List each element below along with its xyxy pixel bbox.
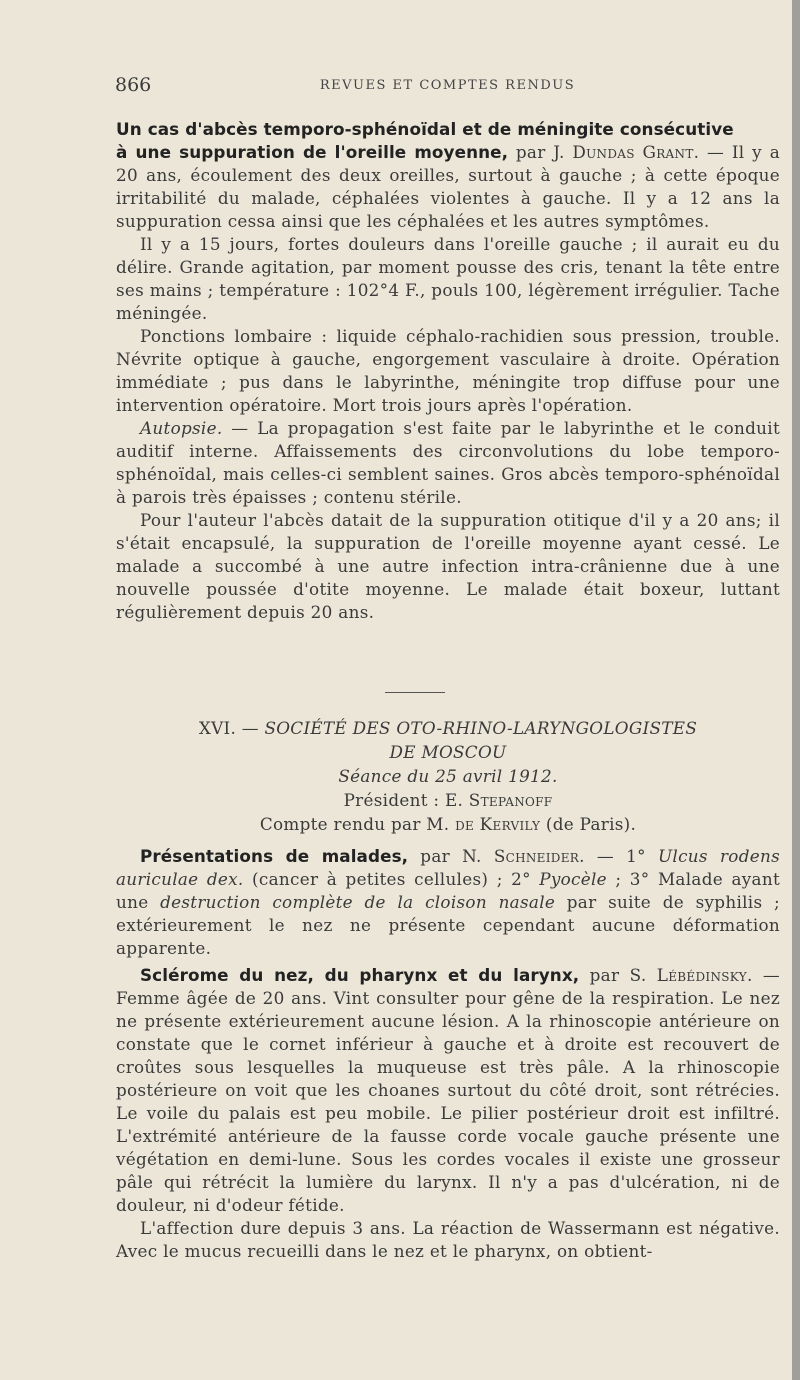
article1-paragraph-5: Pour l'auteur l'abcès datait de la suppuration otitique d'il y a 20 ans; il s'était encapsulé, la suppuration de l'oreille moyenne ayant cessé. Le malade a succombé à une autre infection intra-crânienne due à une nouvelle poussée d'otite moyenne. Le malade était boxeur, luttant régulièrement depuis 20 ans. <box>116 510 780 622</box>
page-number: 866 <box>115 74 152 96</box>
article1-paragraph-3: Ponctions lombaire : liquide céphalo-rachidien sous pression, trouble. Névrite optique à gauche, engorgement vasculaire à droite. Opération immédiate ; pus dans le labyrinthe, méningite trop diffuse pour une intervention opératoire. Mort trois jours après l'opération. <box>116 326 780 415</box>
president-line: Président : E. Stepanoff <box>343 790 553 810</box>
article1-paragraph-2: Il y a 15 jours, fortes douleurs dans l'oreille gauche ; il aurait eu du délire. Grande agitation, par moment pousse des cris, tenant la tête entre ses mains ; température : 102°4 F., pouls 100, légèrement irrégulier. Tache méningée. <box>116 234 780 323</box>
running-head: REVUES ET COMPTES RENDUS <box>319 78 576 93</box>
article2-paragraph: Présentations de malades, par N. Schneider. — 1° Ulcus rodens auriculae dex. (cancer à petites cellules) ; 2° Pyocèle ; 3° Malade ayant une destruction complète de la cloison nasale par suite de syphilis ; extérieurement le nez ne présente cependant aucune déformation apparente. <box>116 846 781 958</box>
article1-paragraph-1: à une suppuration de l'oreille moyenne, par J. Dundas Grant. — Il y a 20 ans, écoulement des deux oreilles, surtout à gauche ; à cette époque irritabilité du malade, céphalées violentes à gauche. Il y a 12 ans la suppuration cessa ainsi que les céphalées et les autres symptômes. <box>116 142 781 231</box>
article-temporo-sphenoidal-abscess <box>116 118 780 624</box>
article3-paragraph-1: Sclérome du nez, du pharynx et du larynx, par S. Lébédinsky. — Femme âgée de 20 ans. Vint consulter pour gêne de la respiration. Le nez ne présente extérieurement aucune lésion. A la rhinoscopie antérieure on constate que le cornet inférieur à gauche et à droite est recouvert de croûtes sous lesquelles la muqueuse est très pâle. A la rhinoscopie postérieure on voit que les choanes surtout du côté droit, sont rétrécies. Le voile du palais est peu mobile. Le pilier postérieur droit est infiltré. L'extrémité antérieure de la fausse corde vocale gauche présente une végétation en demi-lune. Sous les cordes vocales il existe une grosseur pâle qui rétrécit la lumière du larynx. Il n'y a pas d'ulcération, ni de douleur, ni d'odeur fétide. <box>116 965 780 1215</box>
society-section-heading <box>116 716 780 836</box>
article-scleroma <box>116 964 780 1263</box>
page-header <box>115 74 780 104</box>
article-presentations <box>116 845 780 960</box>
article3-paragraph-2: L'affection dure depuis 3 ans. La réaction de Wassermann est négative. Avec le mucus recueilli dans le nez et le pharynx, on obtient- <box>116 1218 780 1261</box>
article1-paragraph-4: Autopsie. — La propagation s'est faite par le labyrinthe et le conduit auditif interne. Affaissements des circonvolutions du lobe temporo-sphénoïdal, mais celles-ci semblent saines. Gros abcès temporo-sphénoïdal à parois très épaisses ; contenu stérile. <box>116 418 780 507</box>
report-line: Compte rendu par M. de Kervily (de Paris). <box>259 814 637 834</box>
section-title-line2: DE MOSCOU <box>389 742 507 762</box>
article1-title: Un cas d'abcès temporo-sphénoïdal et de méningite consécutive <box>116 119 734 139</box>
section-title: XVI. — SOCIÉTÉ DES OTO-RHINO-LARYNGOLOGISTES <box>198 718 698 738</box>
session-date: Séance du 25 avril 1912. <box>338 766 558 786</box>
section-divider <box>385 692 445 693</box>
autopsy-label: Autopsie. <box>140 418 223 438</box>
article1-author: Dundas Grant <box>572 142 694 162</box>
page-edge <box>792 0 800 1380</box>
